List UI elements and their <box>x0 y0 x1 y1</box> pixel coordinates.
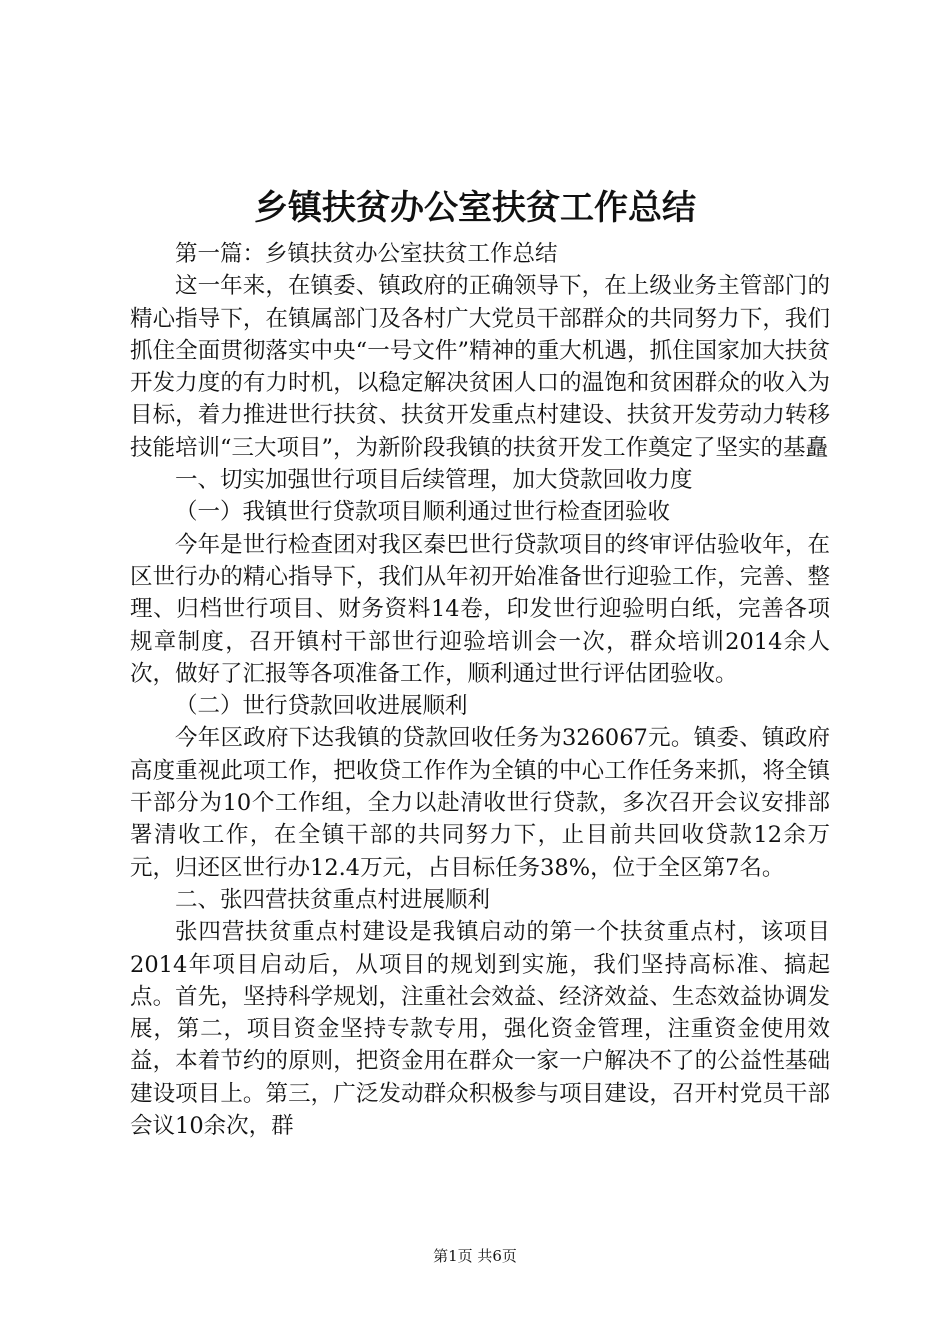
paragraph: 张四营扶贫重点村建设是我镇启动的第一个扶贫重点村，该项目2014年项目启动后，从项目的规划到实施，我们坚持高标准、搞起点。首先，坚持科学规划，注重社会效益、经济效益、生态效益协调发展，第二，项目资金坚持专款专用，强化资金管理，注重资金使用效益，本着节约的原则，把资金用在群众一家一户解决不了的公益性基础建设项目上。第三，广泛发动群众积极参与项目建设，召开村党员干部会议10余次，群 <box>130 919 830 1140</box>
paragraph-subheading: （一）我镇世行贷款项目顺利通过世行检查团验收 <box>175 499 671 526</box>
paragraph: 这一年来，在镇委、镇政府的正确领导下，在上级业务主管部门的精心指导下，在镇属部门及各村广大党员干部群众的共同努力下，我们抓住全面贯彻落实中央“一号文件”精神的重大机遇，抓住国家加大扶贫开发力度的有力时机，以稳定解决贫困人口的温饱和贫困群众的收入为目标，着力推进世行扶贫、扶贫开发重点村建设、扶贫开发劳动力转移技能培训“三大项目”，为新阶段我镇的扶贫开发工作奠定了坚实的基矗 <box>130 273 830 461</box>
paragraph-section-heading: 第一篇：乡镇扶贫办公室扶贫工作总结 <box>175 241 558 267</box>
document-body <box>130 238 830 1142</box>
page-footer: 第1页 共6页 <box>433 1247 517 1265</box>
paragraph-heading: 一、切实加强世行项目后续管理，加大贷款回收力度 <box>175 467 693 494</box>
paragraph: 今年是世行检查团对我区秦巴世行贷款项目的终审评估验收年，在区世行办的精心指导下，我们从年初开始准备世行迎验工作，完善、整理、归档世行项目、财务资料14卷，印发世行迎验明白纸，完善各项规章制度，召开镇村干部世行迎验培训会一次，群众培训2014余人次，做好了汇报等各项准备工作，顺利通过世行评估团验收。 <box>130 531 830 687</box>
paragraph-heading: 二、张四营扶贫重点村进展顺利 <box>175 886 491 913</box>
paragraph: 今年区政府下达我镇的贷款回收任务为326067元。镇委、镇政府高度重视此项工作，把收贷工作作为全镇的中心工作任务来抓，将全镇干部分为10个工作组，全力以赴清收世行贷款，多次召开会议安排部署清收工作，在全镇干部的共同努力下，止目前共回收贷款12余万元，归还区世行办12.4万元，占目标任务38%，位于全区第7名。 <box>130 725 830 881</box>
document-title: 乡镇扶贫办公室扶贫工作总结 <box>254 188 696 228</box>
paragraph-subheading: （二）世行贷款回收进展顺利 <box>175 693 468 720</box>
